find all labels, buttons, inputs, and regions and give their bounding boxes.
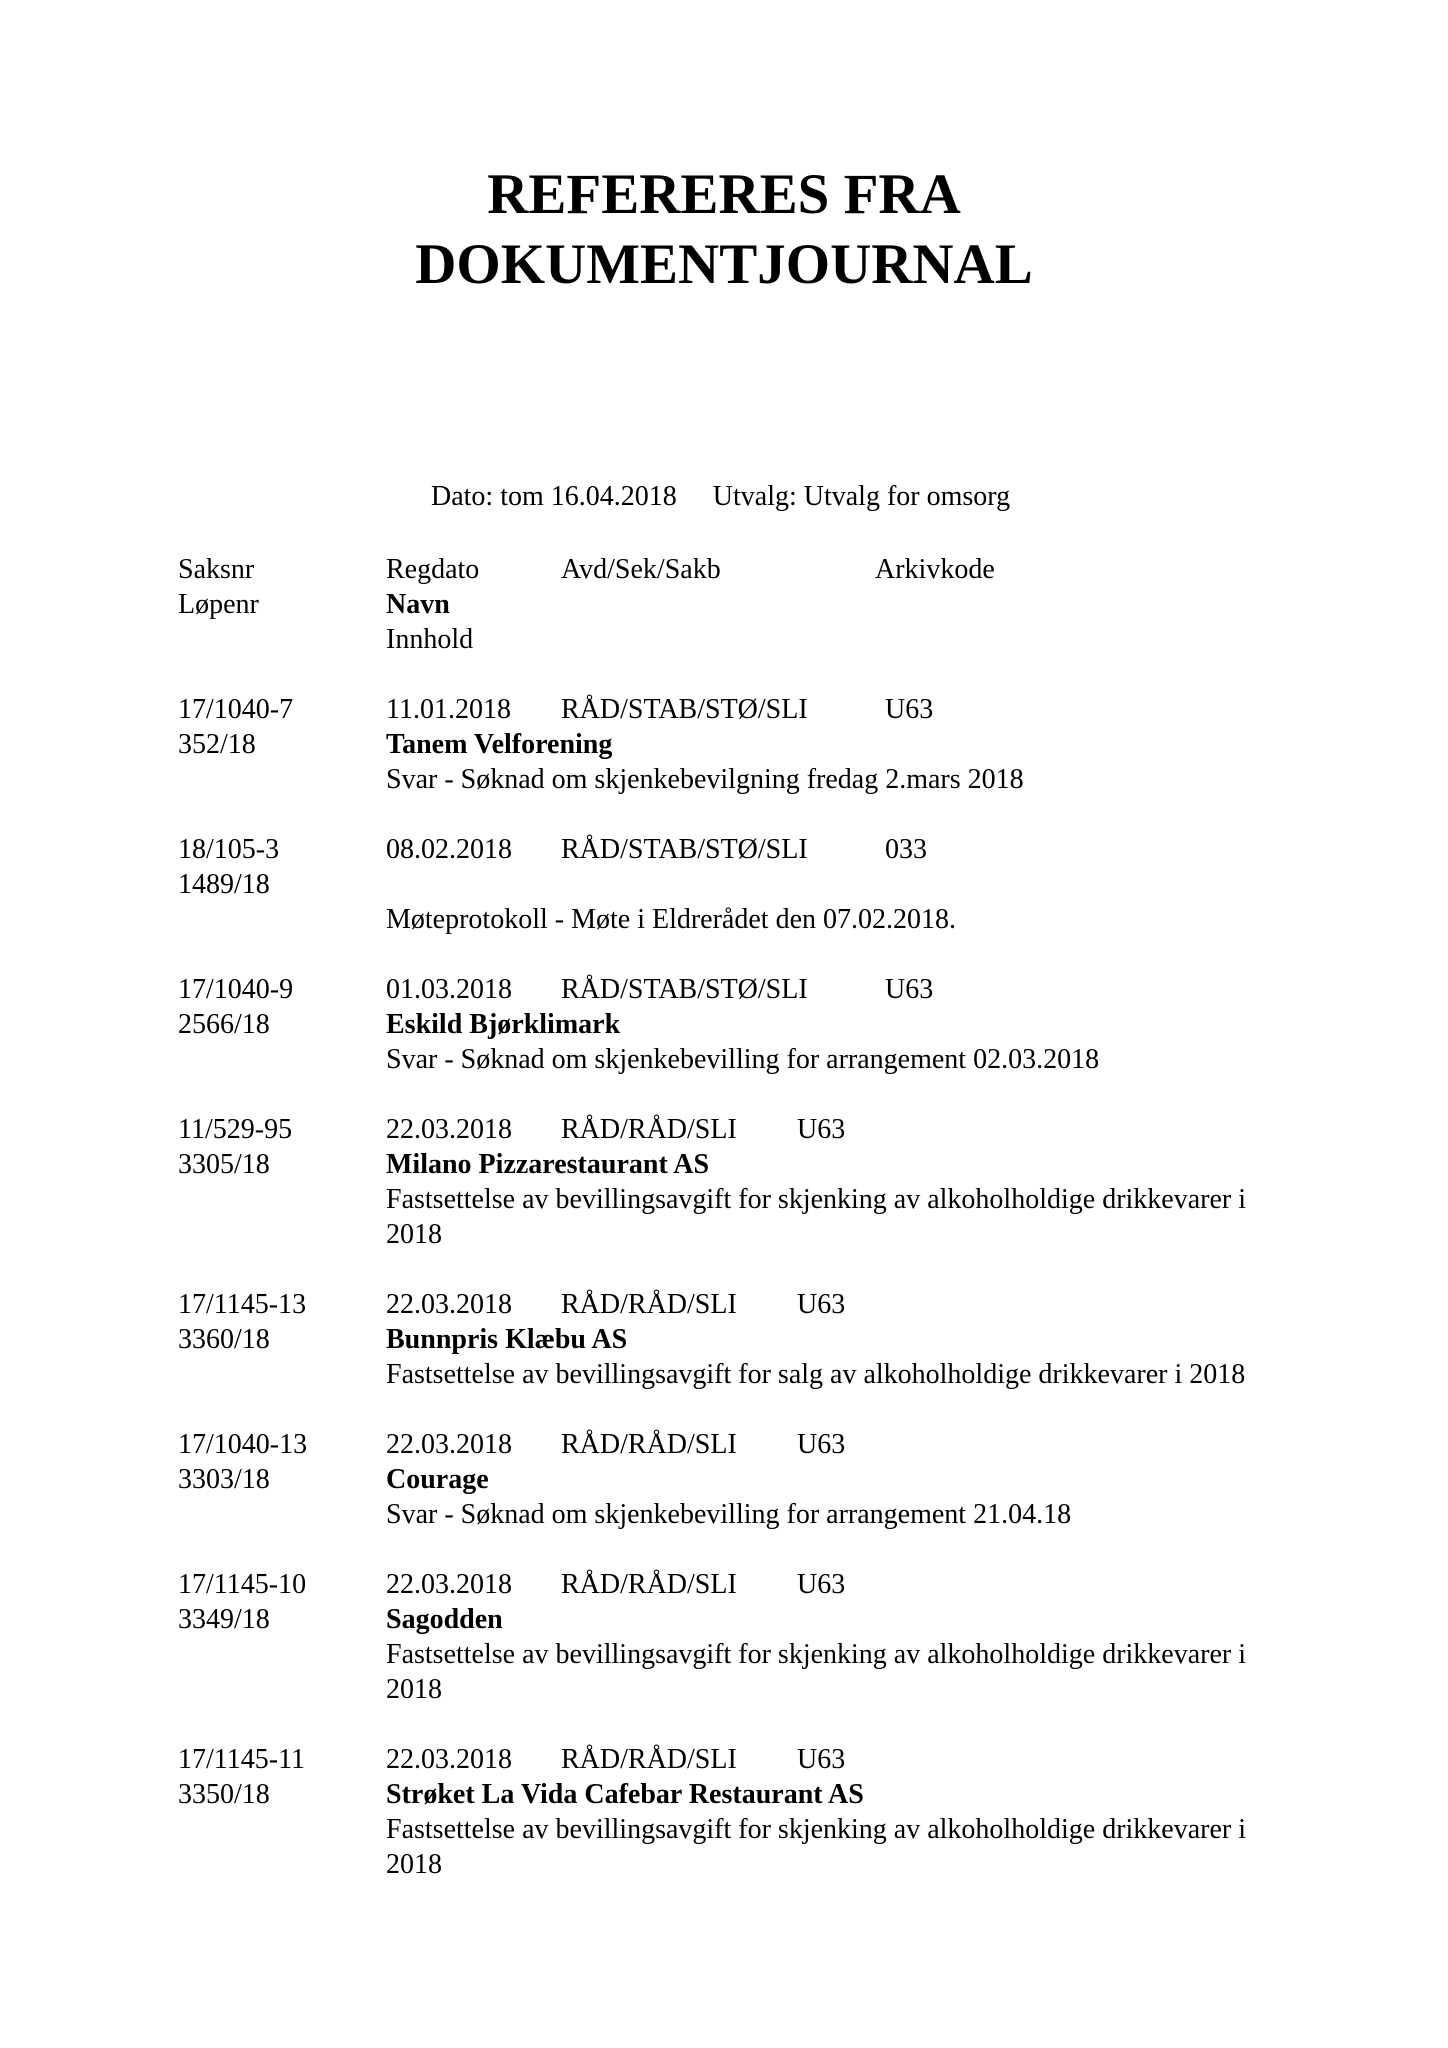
entry-avd: RÅD/STAB/STØ/SLI [561, 694, 808, 725]
entry-arkivkode: U63 [797, 1569, 846, 1600]
entry-arkivkode: U63 [797, 1289, 846, 1320]
entry-arkivkode: U63 [797, 1114, 846, 1145]
entry-regdato: 22.03.2018 [386, 1289, 512, 1320]
header-lopenr: Løpenr [178, 589, 259, 620]
entry-arkivkode: U63 [797, 1429, 846, 1460]
entry-navn: Courage [386, 1464, 489, 1495]
entry-lopenr: 352/18 [178, 729, 256, 760]
entry-arkivkode: U63 [885, 694, 934, 725]
entry-avd: RÅD/RÅD/SLI [561, 1289, 737, 1320]
entry-regdato: 22.03.2018 [386, 1569, 512, 1600]
page-title [0, 160, 1448, 300]
header-navn: Navn [386, 589, 450, 620]
entry-regdato: 22.03.2018 [386, 1744, 512, 1775]
entry-innhold: Svar - Søknad om skjenkebevilgning fredag 2.mars 2018 [386, 764, 1024, 795]
entry-saksnr: 17/1040-9 [178, 974, 294, 1005]
header-regdato: Regdato [386, 554, 480, 585]
page-title-line-2: DOKUMENTJOURNAL [415, 233, 1033, 296]
entry-lopenr: 1489/18 [178, 869, 270, 900]
entry-navn: Bunnpris Klæbu AS [386, 1324, 628, 1355]
entry-innhold: Svar - Søknad om skjenkebevilling for arrangement 02.03.2018 [386, 1044, 1100, 1075]
entry-saksnr: 17/1040-7 [178, 694, 294, 725]
header-arkivkode: Arkivkode [875, 554, 995, 585]
entry-lopenr: 3360/18 [178, 1324, 270, 1355]
entry-navn: Strøket La Vida Cafebar Restaurant AS [386, 1779, 864, 1810]
entry-saksnr: 11/529-95 [178, 1114, 293, 1145]
entry-saksnr: 17/1145-11 [178, 1744, 306, 1775]
entry-arkivkode: U63 [885, 974, 934, 1005]
filter-utvalg: Utvalg: Utvalg for omsorg [712, 481, 1011, 512]
entry-innhold: Fastsettelse av bevillingsavgift for skjenking av alkoholholdige drikkevarer i 2018 [386, 1184, 1247, 1250]
entry-avd: RÅD/STAB/STØ/SLI [561, 974, 808, 1005]
entry-avd: RÅD/RÅD/SLI [561, 1114, 737, 1145]
entry-regdato: 08.02.2018 [386, 834, 512, 865]
entry-avd: RÅD/RÅD/SLI [561, 1744, 737, 1775]
entry-avd: RÅD/STAB/STØ/SLI [561, 834, 808, 865]
page-title-line-1: REFERERES FRA [487, 163, 961, 226]
entry-innhold: Fastsettelse av bevillingsavgift for skjenking av alkoholholdige drikkevarer i 2018 [386, 1814, 1247, 1880]
entry-saksnr: 17/1145-10 [178, 1569, 307, 1600]
entry-saksnr: 17/1145-13 [178, 1289, 307, 1320]
entry-regdato: 01.03.2018 [386, 974, 512, 1005]
entry-innhold: Fastsettelse av bevillingsavgift for skjenking av alkoholholdige drikkevarer i 2018 [386, 1639, 1247, 1705]
entry-navn: Sagodden [386, 1604, 503, 1635]
entry-avd: RÅD/RÅD/SLI [561, 1569, 737, 1600]
header-avd: Avd/Sek/Sakb [561, 554, 721, 585]
entry-navn: Tanem Velforening [386, 729, 613, 760]
filter-line [431, 479, 1010, 514]
entry-regdato: 22.03.2018 [386, 1114, 512, 1145]
entry-lopenr: 3303/18 [178, 1464, 270, 1495]
entry-saksnr: 17/1040-13 [178, 1429, 308, 1460]
entry-innhold: Fastsettelse av bevillingsavgift for salg av alkoholholdige drikkevarer i 2018 [386, 1359, 1246, 1390]
filter-dato: Dato: tom 16.04.2018 [431, 481, 677, 512]
entry-navn: Milano Pizzarestaurant AS [386, 1149, 710, 1180]
entry-lopenr: 3349/18 [178, 1604, 270, 1635]
entry-lopenr: 2566/18 [178, 1009, 270, 1040]
entry-regdato: 11.01.2018 [386, 694, 511, 725]
entry-regdato: 22.03.2018 [386, 1429, 512, 1460]
entry-lopenr: 3350/18 [178, 1779, 270, 1810]
entry-innhold: Møteprotokoll - Møte i Eldrerådet den 07.02.2018. [386, 904, 956, 935]
entry-arkivkode: U63 [797, 1744, 846, 1775]
entry-saksnr: 18/105-3 [178, 834, 280, 865]
header-saksnr: Saksnr [178, 554, 255, 585]
entry-lopenr: 3305/18 [178, 1149, 270, 1180]
header-innhold: Innhold [386, 624, 474, 655]
entry-navn: Eskild Bjørklimark [386, 1009, 621, 1040]
entry-innhold: Svar - Søknad om skjenkebevilling for arrangement 21.04.18 [386, 1499, 1072, 1530]
entry-arkivkode: 033 [885, 834, 927, 865]
entry-avd: RÅD/RÅD/SLI [561, 1429, 737, 1460]
